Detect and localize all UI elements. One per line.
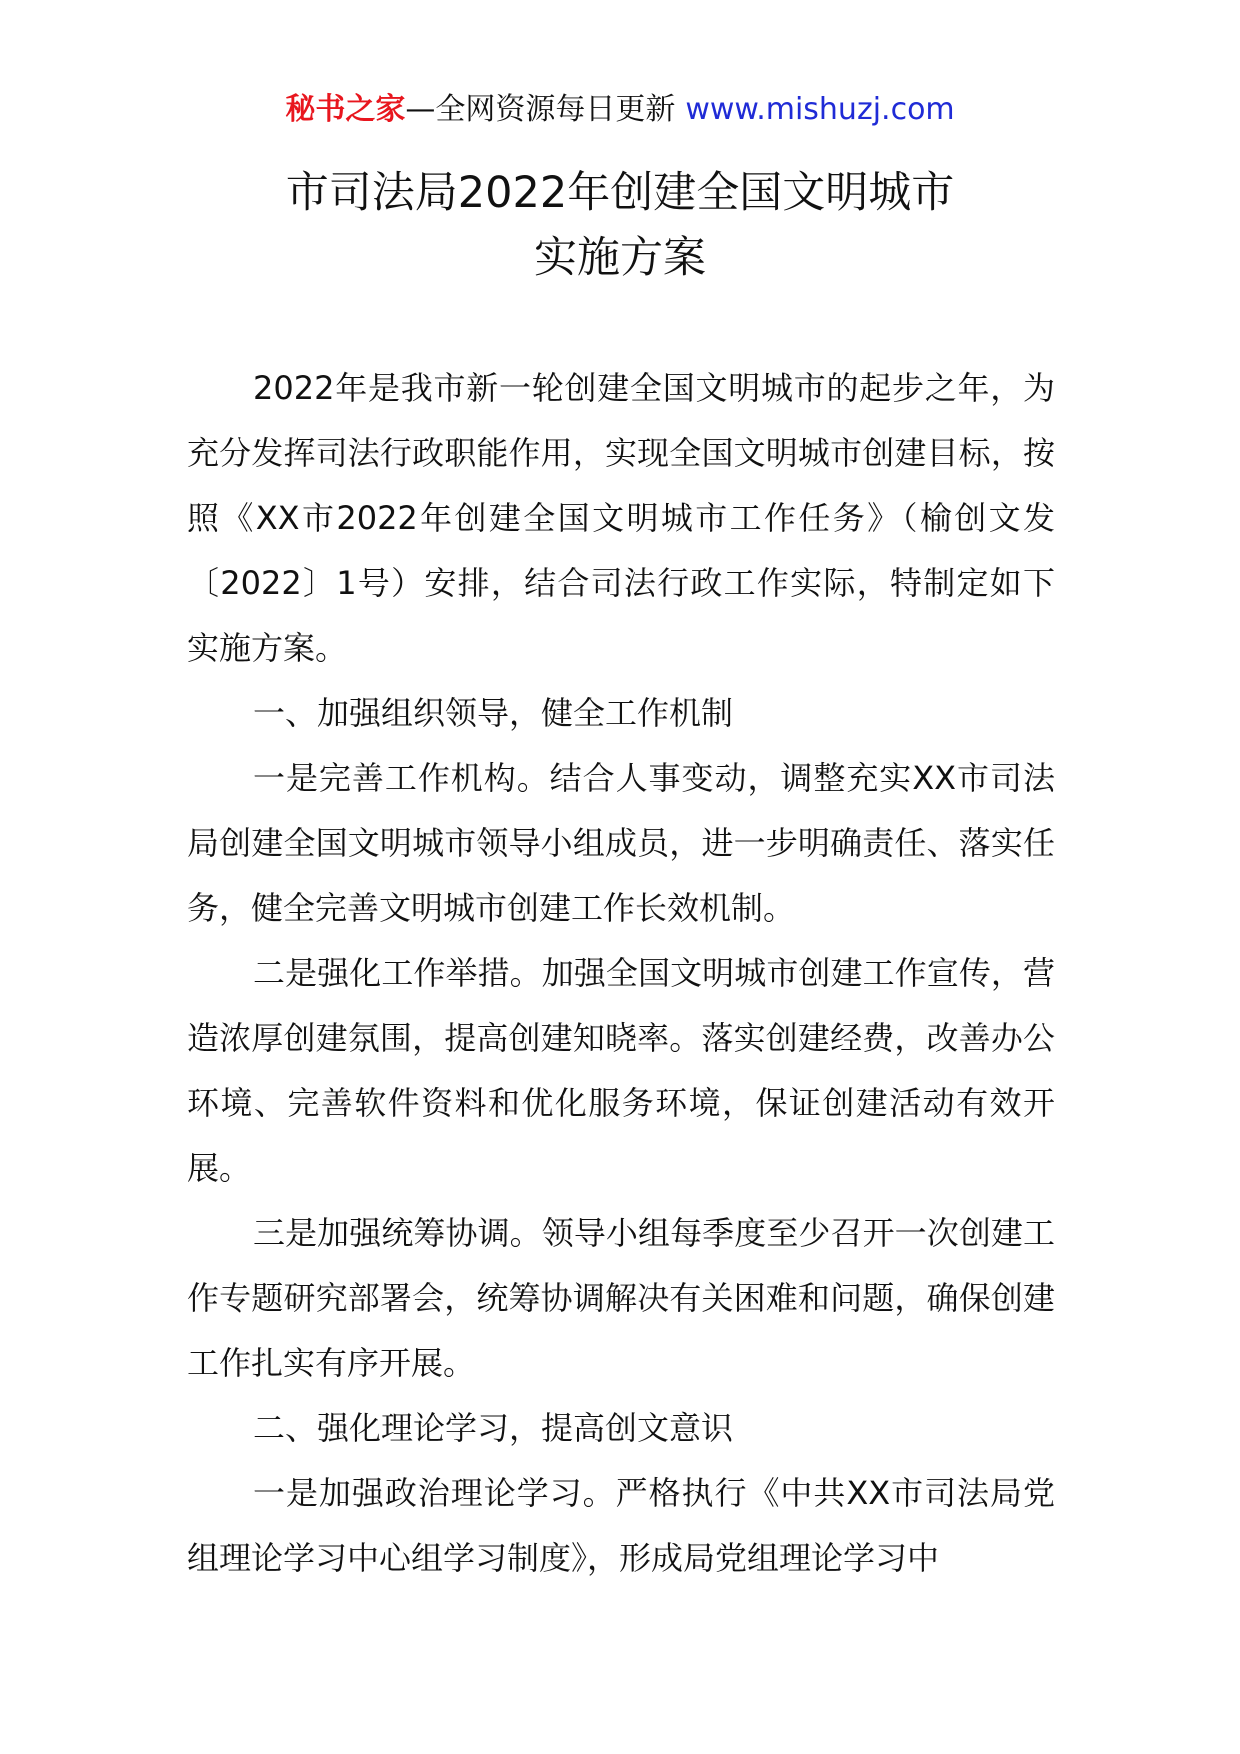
- body-paragraph: 一是完善工作机构。结合人事变动，调整充实XX市司法局创建全国文明城市领导小组成员，进一步明确责任、落实任务，健全完善文明城市创建工作长效机制。: [187, 759, 1055, 927]
- site-header: [0, 88, 1240, 132]
- document-title-line-1: 市司法局2022年创建全国文明城市: [285, 168, 955, 218]
- site-tagline: —全网资源每日更新: [405, 92, 676, 127]
- section-heading-2: 二、强化理论学习，提高创文意识: [253, 1409, 734, 1447]
- body-paragraph: 三是加强统筹协调。领导小组每季度至少召开一次创建工作专题研究部署会，统筹协调解决有关困难和问题，确保创建工作扎实有序开展。: [187, 1214, 1055, 1382]
- intro-paragraph: 2022年是我市新一轮创建全国文明城市的起步之年，为充分发挥司法行政职能作用，实现全国文明城市创建目标，按照《XX市2022年创建全国文明城市工作任务》（榆创文发〔2022〕1号）安排，结合司法行政工作实际，特制定如下实施方案。: [187, 369, 1055, 667]
- document-title-line-2: 实施方案: [534, 233, 706, 283]
- document-body: [187, 356, 1055, 1591]
- body-paragraph: 二是强化工作举措。加强全国文明城市创建工作宣传，营造浓厚创建氛围，提高创建知晓率。落实创建经费，改善办公环境、完善软件资料和优化服务环境，保证创建活动有效开展。: [187, 954, 1055, 1187]
- site-brand: 秘书之家: [285, 92, 406, 127]
- body-paragraph: 一是加强政治理论学习。严格执行《中共XX市司法局党组理论学习中心组学习制度》，形成局党组理论学习中: [187, 1474, 1055, 1577]
- site-url-link[interactable]: www.mishuzj.com: [685, 92, 955, 127]
- section-heading-1: 一、加强组织领导，健全工作机制: [253, 694, 734, 732]
